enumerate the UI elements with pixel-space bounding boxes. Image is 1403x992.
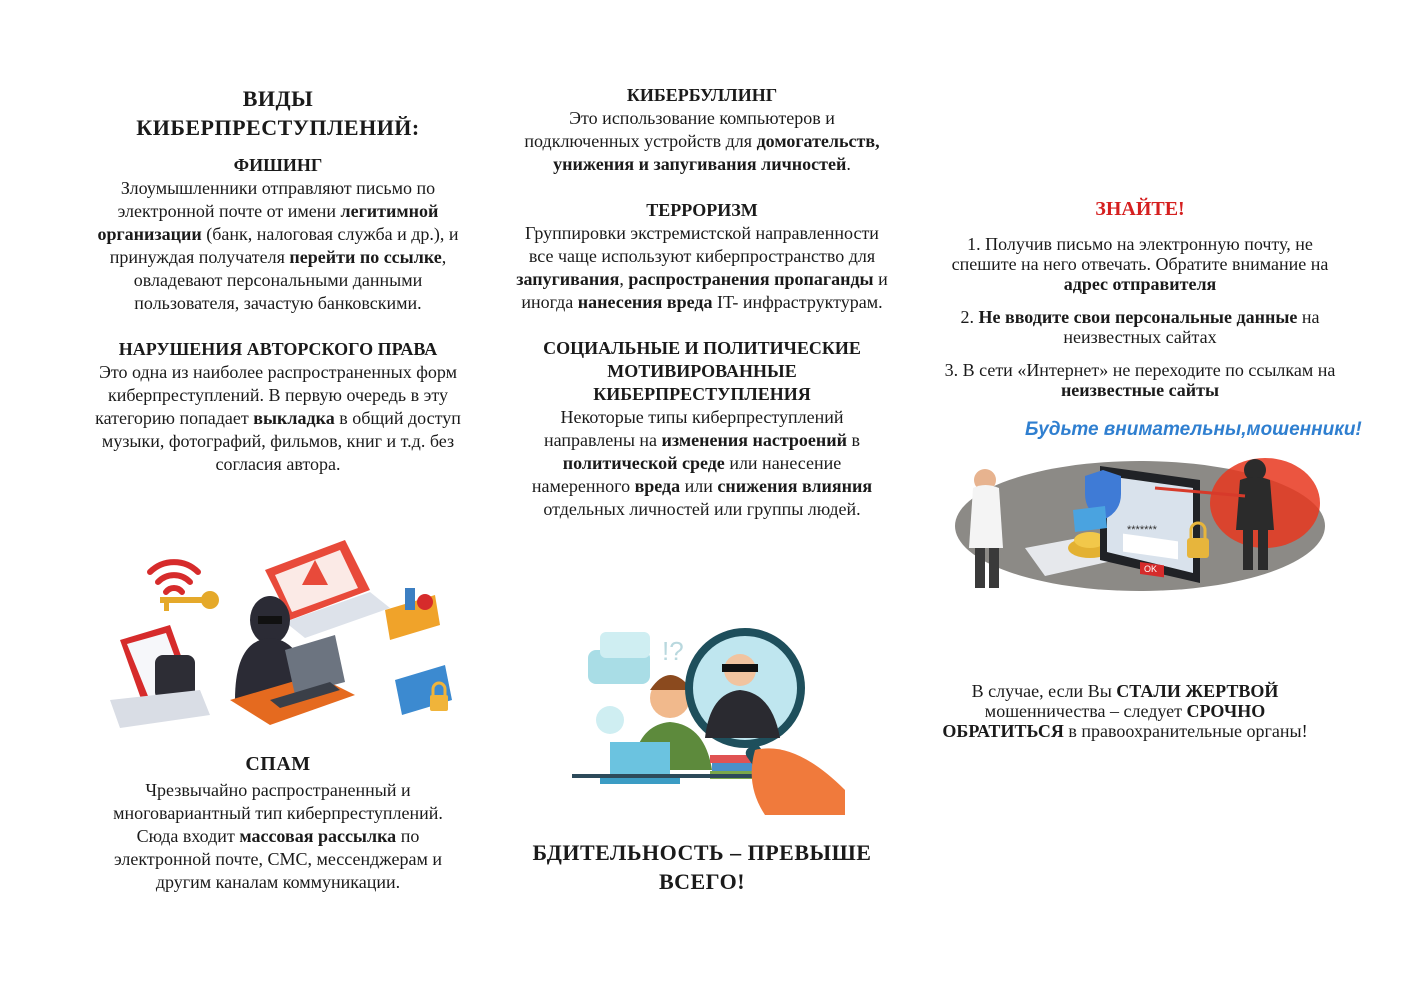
terrorism-heading: ТЕРРОРИЗМ	[646, 200, 758, 220]
hand-icon	[752, 748, 845, 815]
column-cybercrime-types	[92, 84, 464, 476]
victim-notice	[935, 681, 1315, 741]
fraud-illustration	[955, 448, 1325, 598]
political-heading: СОЦИАЛЬНЫЕ И ПОЛИТИЧЕСКИЕ МОТИВИРОВАННЫЕ КИБЕРПРЕСТУПЛЕНИЯ	[543, 338, 861, 404]
phishing-text: Злоумышленники отправляют письмо по электронной почте от имени легитимной организации (банк, налоговая служба и др.), и принуждая получателя перейти по ссылке, овладевают персональными данными пользователя, зачастую банковскими.	[97, 178, 459, 313]
tip-1: 1. Получив письмо на электронную почту, не спешите на него отвечать. Обратите внимание на адрес отправителя	[951, 234, 1329, 294]
svg-text:!?: !?	[662, 636, 684, 666]
spam-heading: СПАМ	[245, 753, 311, 775]
password-mask: *******	[1127, 524, 1157, 536]
desk-line	[572, 774, 752, 778]
wifi-icon	[150, 562, 198, 592]
cyberbullying-heading: КИБЕРБУЛЛИНГ	[626, 85, 778, 105]
terrorism-text: Группировки экстремистской направленности все чаще используют киберпространство для запугивания, распространения пропаганды и иногда нанесения вреда IT- инфраструктурам.	[516, 223, 888, 312]
column-advice	[935, 196, 1345, 400]
page-title-line2: КИБЕРПРЕСТУПЛЕНИЙ:	[136, 115, 420, 140]
tip-3: 3. В сети «Интернет» не переходите по ссылкам на неизвестные сайты	[944, 360, 1336, 400]
credit-card-lock-icon	[395, 665, 452, 715]
political-text: Некоторые типы киберпреступлений направлены на изменения настроений в политической среде или нанесение намеренного вреда или снижения влияния отдельных личностей или группы людей.	[531, 407, 873, 519]
hacker-laptop-illustration	[100, 530, 460, 740]
slogan-line2: ВСЕГО!	[658, 869, 746, 894]
slogan	[505, 838, 899, 896]
column-cybercrime-types-2	[516, 84, 888, 521]
victim-text: В случае, если Вы СТАЛИ ЖЕРТВОЙ мошенничества – следует СРОЧНО ОБРАТИТЬСЯ в правоохранительные органы!	[942, 681, 1308, 741]
know-heading: ЗНАЙТЕ!	[1095, 198, 1185, 220]
phishing-heading: ФИШИНГ	[233, 155, 323, 175]
page-title-line1: ВИДЫ	[242, 86, 314, 111]
key-icon	[160, 591, 219, 611]
magnifier-scammer-illustration	[570, 620, 860, 815]
cyberbullying-text: Это использование компьютеров и подключенных устройств для домогательств, унижения и запугивания личностей.	[524, 108, 880, 174]
spam-text: Чрезвычайно распространенный и многовариантный тип киберпреступлений. Сюда входит массовая рассылка по электронной почте, СМС, мессенджерам и другим каналам коммуникации.	[113, 780, 443, 892]
copyright-text: Это одна из наиболее распространенных форм киберпреступлений. В первую очередь в эту категорию попадает выкладка в общий доступ музыки, фотографий, фильмов, книг и т.д. без согласия автора.	[95, 362, 461, 474]
spam-section	[92, 750, 464, 894]
tip-2: 2. Не вводите свои персональные данные на неизвестных сайтах	[960, 307, 1320, 347]
credit-card-icon	[1073, 506, 1107, 532]
copyright-heading: НАРУШЕНИЯ АВТОРСКОГО ПРАВА	[118, 339, 438, 359]
toolbox-icon	[385, 588, 440, 640]
monitor-icon	[110, 625, 210, 728]
warning-banner: Будьте внимательны,мошенники!	[1025, 419, 1362, 440]
ok-label: OK	[1144, 564, 1158, 574]
slogan-line1: БДИТЕЛЬНОСТЬ – ПРЕВЫШЕ	[532, 840, 872, 865]
